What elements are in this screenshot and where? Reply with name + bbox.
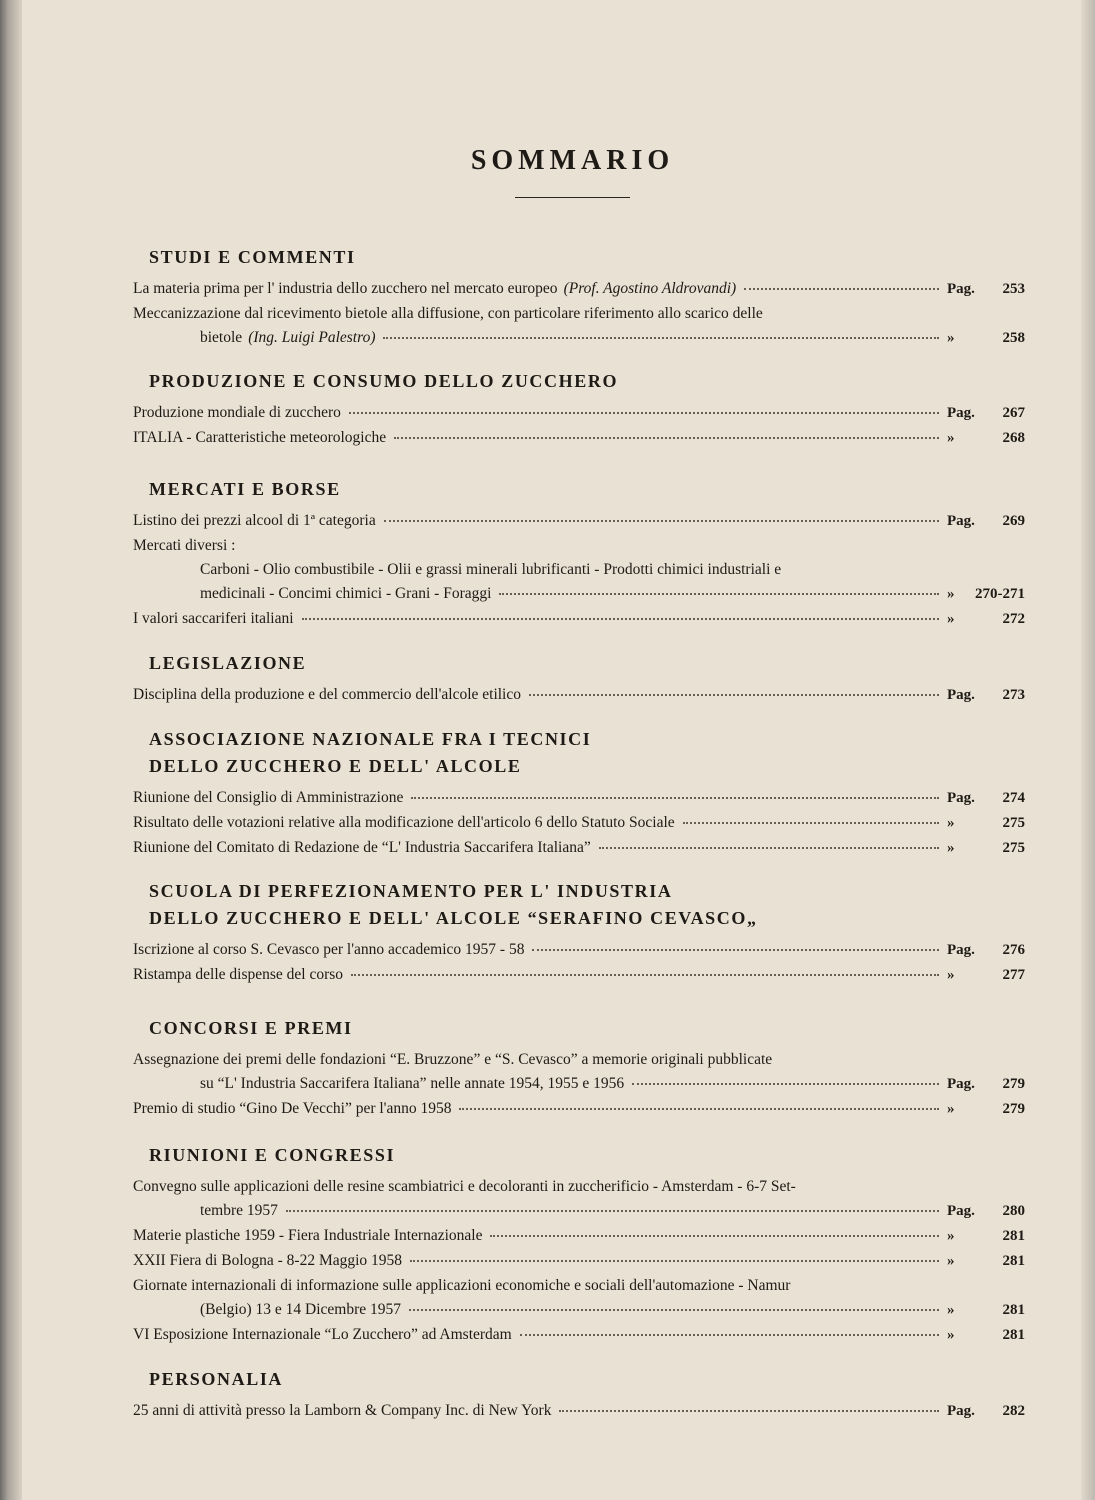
- page-number: 281: [1002, 1327, 1025, 1343]
- page-number: 281: [1002, 1302, 1025, 1318]
- entry-author: (Ing. Luigi Palestro): [248, 329, 376, 346]
- dot-leader: [744, 288, 939, 290]
- dot-leader: [351, 974, 939, 976]
- toc-section: [133, 368, 1025, 451]
- entry-text: Materie plastiche 1959 - Fiera Industriale Internazionale: [133, 1227, 483, 1244]
- page-prefix: »: [947, 1101, 955, 1117]
- page-number: 258: [1002, 330, 1025, 346]
- page-number: 268: [1002, 430, 1025, 446]
- dot-leader: [532, 949, 939, 951]
- entry-line: [133, 1399, 1025, 1423]
- toc-entry: [133, 1048, 1025, 1096]
- page-reference: [947, 1072, 1025, 1096]
- page-prefix: Pag.: [947, 790, 975, 806]
- dot-leader: [411, 797, 939, 799]
- page-number: 279: [1002, 1076, 1025, 1092]
- page-number: 253: [1002, 281, 1025, 297]
- entry-line: [133, 607, 1025, 631]
- entry-text: Carboni - Olio combustibile - Olii e grassi minerali lubrificanti - Prodotti chimici industriali e: [200, 561, 782, 578]
- toc-entry: [133, 607, 1025, 631]
- page-reference: [947, 1399, 1025, 1423]
- page-prefix: »: [947, 967, 955, 983]
- dot-leader: [394, 437, 939, 439]
- page-prefix: Pag.: [947, 1076, 975, 1092]
- page-prefix: »: [947, 840, 955, 856]
- dot-leader: [599, 847, 939, 849]
- section-heading-line: MERCATI E BORSE: [149, 479, 341, 499]
- toc-entry: [133, 938, 1025, 962]
- page-number: 273: [1002, 687, 1025, 703]
- entry-line: [133, 1199, 1025, 1223]
- entry-text: Disciplina della produzione e del commercio dell'alcole etilico: [133, 686, 521, 703]
- toc-section: [133, 650, 1025, 708]
- toc-section: [133, 244, 1025, 351]
- page-reference: [947, 509, 1025, 533]
- page-title: SOMMARIO: [470, 145, 675, 176]
- entry-text: Convegno sulle applicazioni delle resine scambiatrici e decoloranti in zuccherificio - Amsterdam - 6-7 Set-: [133, 1178, 796, 1195]
- entry-text: I valori saccariferi italiani: [133, 610, 294, 627]
- entry-line: [133, 302, 1025, 326]
- page-prefix: Pag.: [947, 687, 975, 703]
- entry-line: [133, 509, 1025, 533]
- page-prefix: »: [947, 430, 955, 446]
- toc-entry: [133, 1399, 1025, 1423]
- page-reference: [947, 426, 1025, 450]
- section-heading: [133, 650, 1025, 677]
- page-number: 280: [1002, 1203, 1025, 1219]
- dot-leader: [490, 1235, 939, 1237]
- toc-entry: [133, 1323, 1025, 1347]
- dot-leader: [559, 1410, 939, 1412]
- dot-leader: [683, 822, 939, 824]
- entry-text: tembre 1957: [200, 1202, 278, 1219]
- section-heading: [133, 476, 1025, 503]
- page-reference: [947, 1224, 1025, 1248]
- toc-entry: [133, 683, 1025, 707]
- page-number: 277: [1002, 967, 1025, 983]
- page-number: 272: [1002, 611, 1025, 627]
- toc-section: [133, 878, 1025, 988]
- dot-leader: [632, 1083, 939, 1085]
- dot-leader: [384, 520, 939, 522]
- entry-text: VI Esposizione Internazionale “Lo Zucchero” ad Amsterdam: [133, 1326, 512, 1343]
- toc-entry: [133, 534, 1025, 606]
- section-heading: [133, 244, 1025, 271]
- section-heading: [133, 1015, 1025, 1042]
- toc-entry: [133, 509, 1025, 533]
- dot-leader: [383, 337, 939, 339]
- dot-leader: [286, 1210, 939, 1212]
- toc-section: [133, 1142, 1025, 1348]
- page-number: 276: [1002, 942, 1025, 958]
- page-reference: [947, 326, 1025, 350]
- page-prefix: »: [947, 1253, 955, 1269]
- page-prefix: »: [947, 1228, 955, 1244]
- entry-text: bietole: [200, 329, 243, 346]
- page-number: 275: [1002, 815, 1025, 831]
- page-reference: [947, 963, 1025, 987]
- toc-entry: [133, 811, 1025, 835]
- page-prefix: Pag.: [947, 1403, 975, 1419]
- page-prefix: Pag.: [947, 405, 975, 421]
- page-number: 281: [1002, 1253, 1025, 1269]
- toc-entry: [133, 302, 1025, 350]
- entry-line: [133, 963, 1025, 987]
- toc-entry: [133, 1249, 1025, 1273]
- page-number: 267: [1002, 405, 1025, 421]
- entry-line: [133, 326, 1025, 350]
- entry-text: 25 anni di attività presso la Lamborn & Company Inc. di New York: [133, 1402, 552, 1419]
- section-heading-line: SCUOLA DI PERFEZIONAMENTO PER L' INDUSTRIA: [149, 881, 673, 901]
- entry-line: [133, 558, 1025, 582]
- page-prefix: »: [947, 1302, 955, 1318]
- page-binding-shadow: [0, 0, 22, 1500]
- entry-line: [133, 836, 1025, 860]
- entry-line: [133, 683, 1025, 707]
- section-heading: [133, 878, 1025, 932]
- toc-entry: [133, 401, 1025, 425]
- section-heading-line: ASSOCIAZIONE NAZIONALE FRA I TECNICI: [149, 729, 592, 749]
- page-number: 270-271: [975, 586, 1025, 602]
- entry-text: XXII Fiera di Bologna - 8-22 Maggio 1958: [133, 1252, 403, 1269]
- entry-line: [133, 1323, 1025, 1347]
- entry-line: [133, 534, 1025, 558]
- entry-line: [133, 401, 1025, 425]
- entry-line: [133, 1048, 1025, 1072]
- toc-entry: [133, 1175, 1025, 1223]
- page-number: 281: [1002, 1228, 1025, 1244]
- entry-line: [133, 1249, 1025, 1273]
- page-prefix: Pag.: [947, 942, 975, 958]
- toc-entry: [133, 1224, 1025, 1248]
- entry-line: [133, 1072, 1025, 1096]
- section-heading-line: CONCORSI E PREMI: [149, 1018, 353, 1038]
- toc-entry: [133, 963, 1025, 987]
- page-reference: [947, 582, 1025, 606]
- dot-leader: [302, 618, 939, 620]
- title-rule: [515, 197, 630, 198]
- entry-text: ITALIA - Caratteristiche meteorologiche: [133, 429, 387, 446]
- page-prefix: Pag.: [947, 1203, 975, 1219]
- dot-leader: [349, 412, 939, 414]
- entry-line: [133, 786, 1025, 810]
- page-reference: [947, 1323, 1025, 1347]
- entry-line: [133, 582, 1025, 606]
- section-heading-line: DELLO ZUCCHERO E DELL' ALCOLE: [149, 756, 522, 776]
- page-reference: [947, 277, 1025, 301]
- page-reference: [947, 1298, 1025, 1322]
- page-reference: [947, 607, 1025, 631]
- entry-text: Listino dei prezzi alcool di 1ª categoria: [133, 512, 376, 529]
- toc-entry: [133, 836, 1025, 860]
- page-prefix: »: [947, 611, 955, 627]
- toc-entry: [133, 1097, 1025, 1121]
- page-number: 282: [1002, 1403, 1025, 1419]
- entry-text: Risultato delle votazioni relative alla modificazione dell'articolo 6 dello Statuto Sociale: [133, 814, 675, 831]
- entry-text: su “L' Industria Saccarifera Italiana” nelle annate 1954, 1955 e 1956: [200, 1075, 625, 1092]
- entry-line: [133, 426, 1025, 450]
- entry-text: medicinali - Concimi chimici - Grani - Foraggi: [200, 585, 492, 602]
- entry-text: Premio di studio “Gino De Vecchi” per l'anno 1958: [133, 1100, 452, 1117]
- entry-text: Assegnazione dei premi delle fondazioni “E. Bruzzone” e “S. Cevasco” a memorie originali pubblicate: [133, 1051, 773, 1068]
- page-reference: [947, 836, 1025, 860]
- dot-leader: [520, 1334, 939, 1336]
- entry-line: [133, 277, 1025, 301]
- page-prefix: »: [947, 1327, 955, 1343]
- page-prefix: »: [947, 330, 955, 346]
- page-number: 269: [1002, 513, 1025, 529]
- entry-text: Meccanizzazione dal ricevimento bietole alla diffusione, con particolare riferimento allo scarico delle: [133, 305, 763, 322]
- section-heading-line: PERSONALIA: [149, 1369, 284, 1389]
- page-prefix: »: [947, 586, 955, 602]
- toc-entry: [133, 426, 1025, 450]
- dot-leader: [410, 1260, 939, 1262]
- page-reference: [947, 811, 1025, 835]
- entry-text: Riunione del Comitato di Redazione de “L' Industria Saccarifera Italiana”: [133, 839, 591, 856]
- entry-line: [133, 811, 1025, 835]
- entry-line: [133, 1175, 1025, 1199]
- entry-text: La materia prima per l' industria dello zucchero nel mercato europeo: [133, 280, 558, 297]
- page-prefix: »: [947, 815, 955, 831]
- dot-leader: [409, 1309, 939, 1311]
- entry-line: [133, 1224, 1025, 1248]
- section-heading-line: DELLO ZUCCHERO E DELL' ALCOLE “SERAFINO CEVASCO„: [149, 908, 758, 928]
- entry-line: [133, 938, 1025, 962]
- page-edge: [1081, 0, 1095, 1500]
- entry-text: Produzione mondiale di zucchero: [133, 404, 341, 421]
- entry-line: [133, 1097, 1025, 1121]
- toc-section: [133, 476, 1025, 632]
- entry-author: (Prof. Agostino Aldrovandi): [563, 280, 737, 297]
- dot-leader: [529, 694, 939, 696]
- entry-text: Riunione del Consiglio di Amministrazione: [133, 789, 404, 806]
- toc-entry: [133, 786, 1025, 810]
- page-reference: [947, 786, 1025, 810]
- page-reference: [947, 938, 1025, 962]
- entry-text: Ristampa delle dispense del corso: [133, 966, 344, 983]
- page-reference: [947, 1199, 1025, 1223]
- section-heading: [133, 1142, 1025, 1169]
- section-heading-line: STUDI E COMMENTI: [149, 247, 356, 267]
- dot-leader: [499, 593, 939, 595]
- page-reference: [947, 401, 1025, 425]
- page-number: 275: [1002, 840, 1025, 856]
- section-heading: [133, 726, 1025, 780]
- section-heading-line: LEGISLAZIONE: [149, 653, 307, 673]
- section-heading-line: PRODUZIONE E CONSUMO DELLO ZUCCHERO: [149, 371, 619, 391]
- page-number: 274: [1002, 790, 1025, 806]
- toc-section: [133, 726, 1025, 861]
- entry-line: [133, 1274, 1025, 1298]
- entry-text: Giornate internazionali di informazione sulle applicazioni economiche e sociali dell'automazione - Namur: [133, 1277, 791, 1294]
- dot-leader: [459, 1108, 939, 1110]
- section-heading: [133, 1366, 1025, 1393]
- entry-text: Mercati diversi :: [133, 537, 236, 554]
- page-prefix: Pag.: [947, 281, 975, 297]
- section-heading-line: RIUNIONI E CONGRESSI: [149, 1145, 396, 1165]
- entry-text: Iscrizione al corso S. Cevasco per l'anno accademico 1957 - 58: [133, 941, 525, 958]
- page-reference: [947, 1249, 1025, 1273]
- toc-entry: [133, 277, 1025, 301]
- toc-section: [133, 1366, 1025, 1424]
- toc-entry: [133, 1274, 1025, 1322]
- page-number: 279: [1002, 1101, 1025, 1117]
- section-heading: [133, 368, 1025, 395]
- page-reference: [947, 683, 1025, 707]
- entry-text: (Belgio) 13 e 14 Dicembre 1957: [200, 1301, 402, 1318]
- toc-section: [133, 1015, 1025, 1122]
- page-reference: [947, 1097, 1025, 1121]
- page-prefix: Pag.: [947, 513, 975, 529]
- entry-line: [133, 1298, 1025, 1322]
